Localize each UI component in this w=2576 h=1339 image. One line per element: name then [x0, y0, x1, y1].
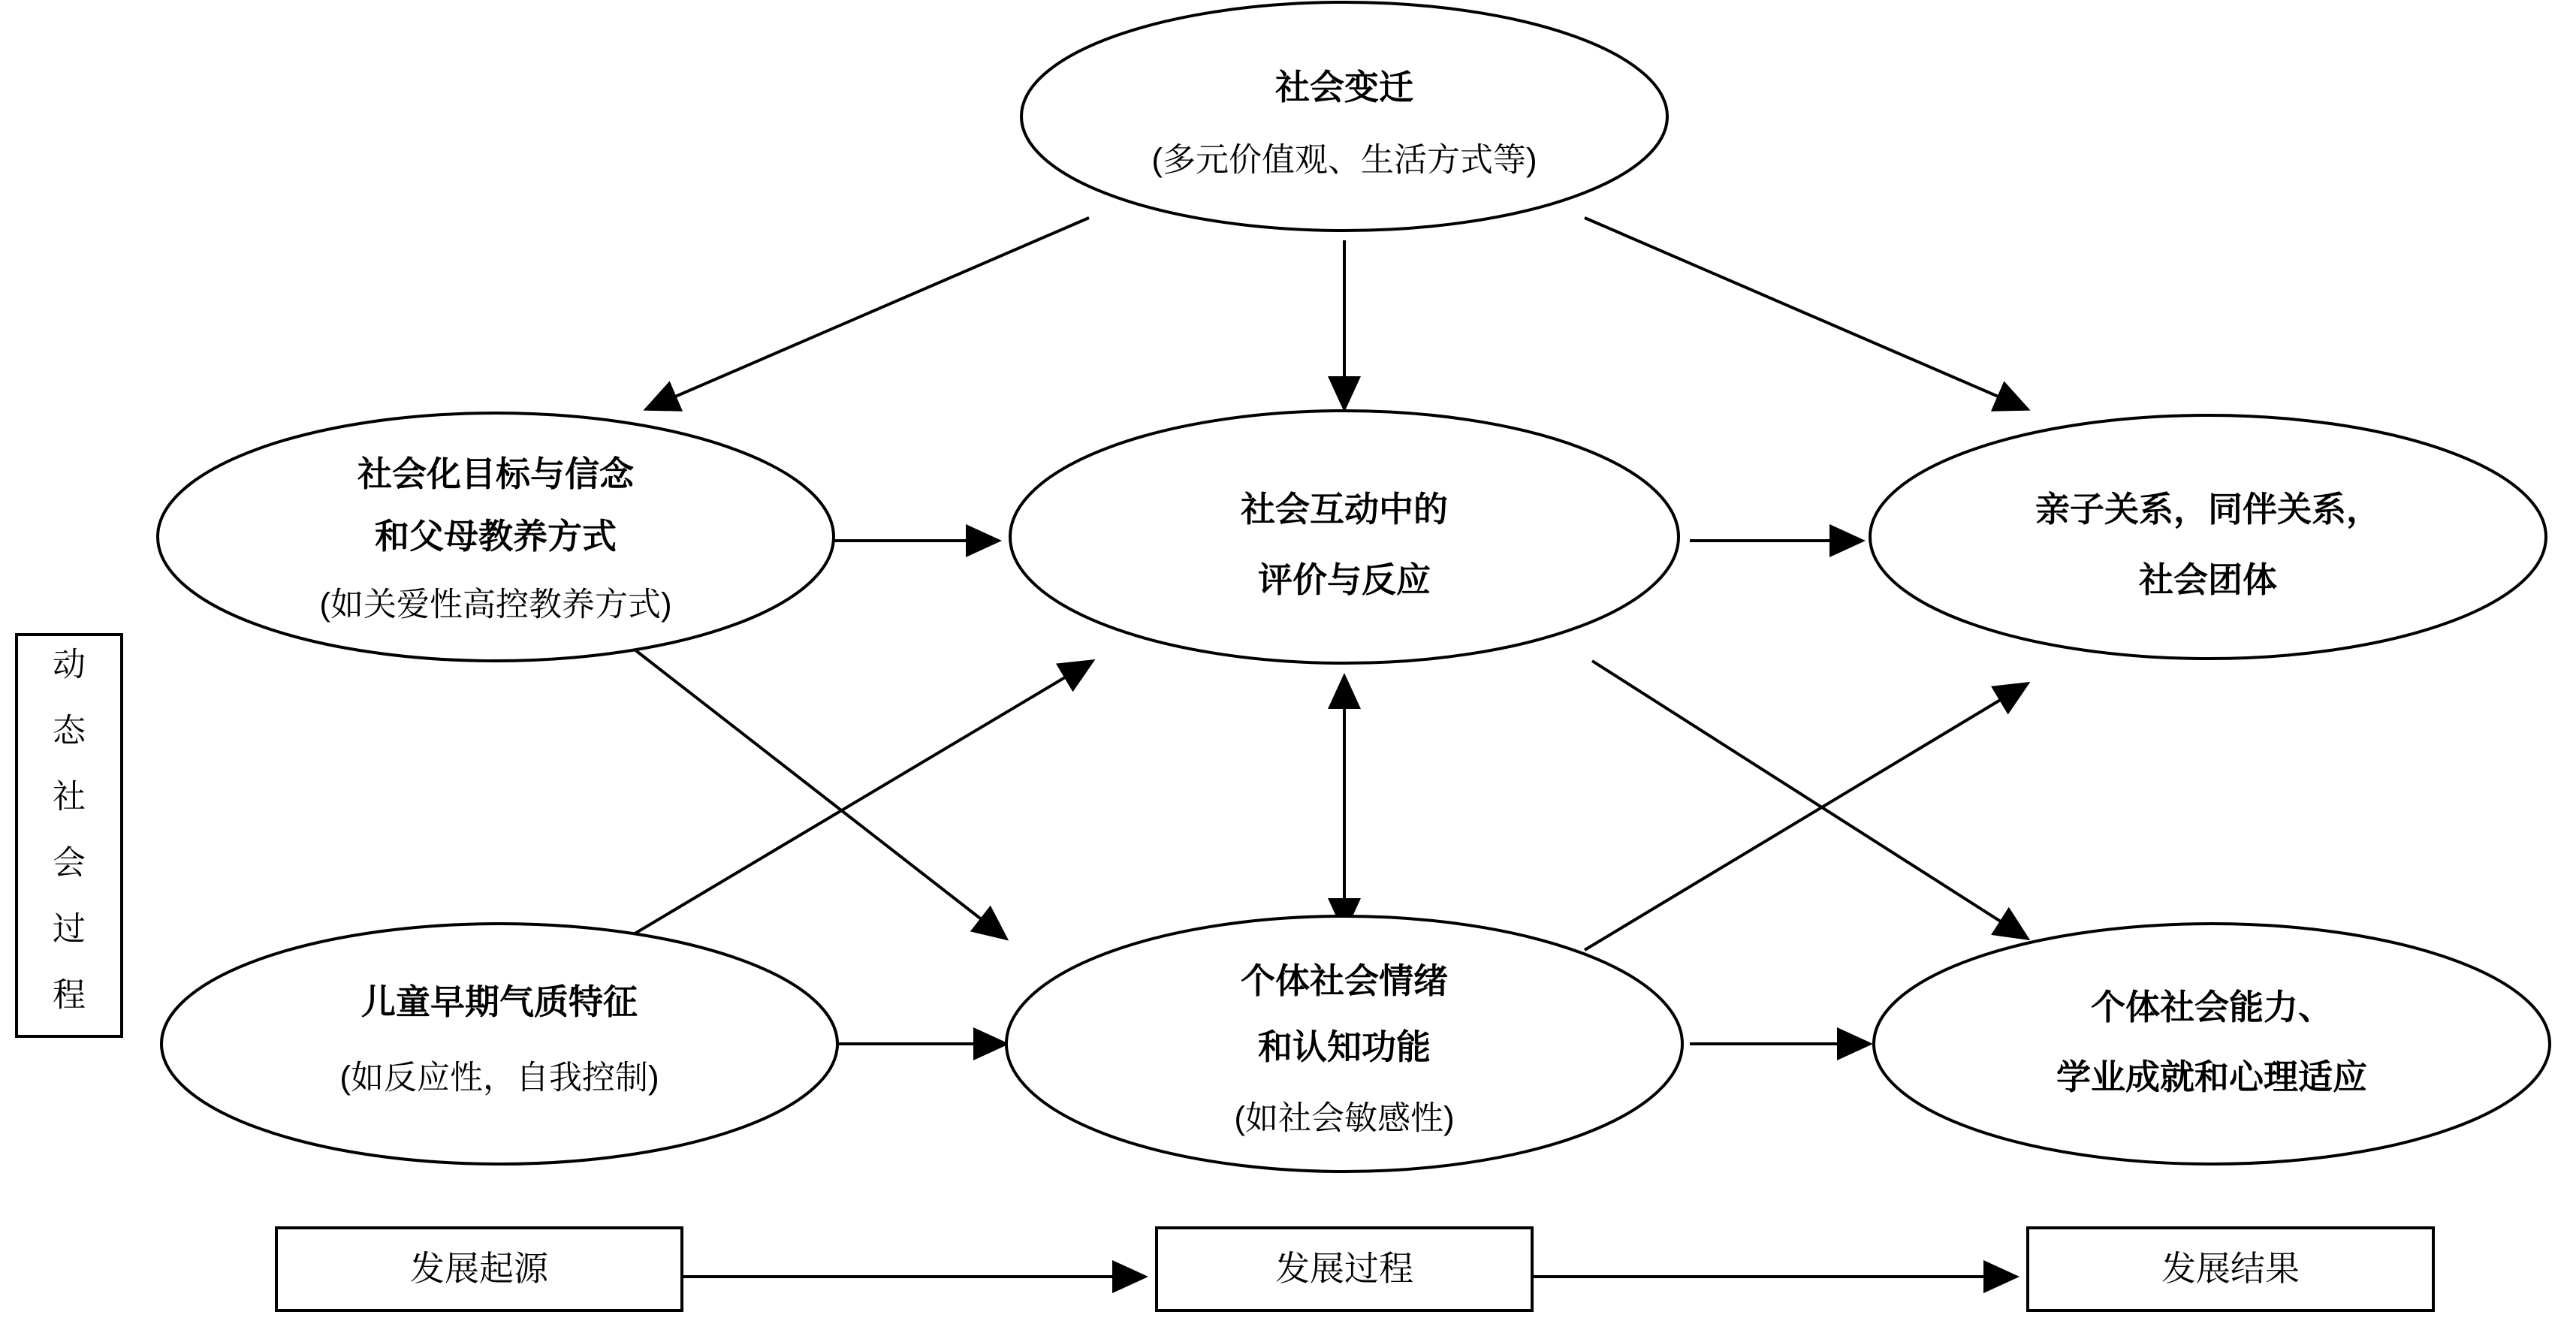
- timeline-origin-label: 发展起源: [410, 1249, 548, 1289]
- node-social-change-line2: (多元价值观、生活方式等): [1151, 141, 1537, 179]
- node-temperament-line2: (如反应性，自我控制): [339, 1059, 659, 1096]
- node-relationships-line1: 亲子关系，同伴关系，: [2035, 490, 2381, 529]
- side-label-char-5: 程: [53, 976, 86, 1014]
- node-social-interaction: [1010, 411, 1679, 663]
- side-label-char-4: 过: [53, 910, 86, 948]
- node-socialization-goals-line1: 社会化目标与信念: [357, 454, 634, 494]
- edge-change-to-relationships: [1585, 218, 2028, 409]
- node-socioemotional-line3: (如社会敏感性): [1234, 1099, 1455, 1137]
- side-label-char-1: 态: [53, 712, 86, 749]
- node-competence-line2: 学业成就和心理适应: [2056, 1057, 2367, 1097]
- edge-temperament-to-interaction: [601, 661, 1093, 954]
- node-social-interaction-line1: 社会互动中的: [1241, 490, 1448, 529]
- node-socioemotional-line1: 个体社会情绪: [1241, 961, 1448, 1001]
- node-social-interaction-line2: 评价与反应: [1258, 560, 1431, 600]
- edge-change-to-goals: [646, 218, 1089, 409]
- edge-socioemotional-to-relationships: [1585, 683, 2028, 950]
- edge-goals-to-socioemotional: [601, 623, 1006, 939]
- side-label-char-2: 社: [53, 778, 86, 816]
- node-temperament-line1: 儿童早期气质特征: [361, 982, 638, 1022]
- node-social-change: [1021, 2, 1667, 231]
- timeline-outcome-label: 发展结果: [2161, 1249, 2300, 1289]
- node-socialization-goals-line3: (如关爱性高控教养方式): [319, 586, 672, 623]
- node-temperament: [161, 924, 837, 1164]
- node-social-change-line1: 社会变迁: [1275, 68, 1413, 107]
- timeline-process-label: 发展过程: [1275, 1249, 1413, 1289]
- node-competence: [1874, 924, 2550, 1164]
- node-socialization-goals-line2: 和父母教养方式: [375, 517, 617, 556]
- node-competence-line1: 个体社会能力、: [2091, 988, 2333, 1027]
- side-label-char-0: 动: [53, 646, 86, 683]
- edge-interaction-to-competence: [1592, 661, 2028, 939]
- node-socioemotional-line2: 和认知功能: [1258, 1027, 1431, 1067]
- node-relationships-line2: 社会团体: [2139, 560, 2277, 600]
- node-relationships: [1870, 415, 2546, 659]
- side-label-char-3: 会: [53, 844, 86, 882]
